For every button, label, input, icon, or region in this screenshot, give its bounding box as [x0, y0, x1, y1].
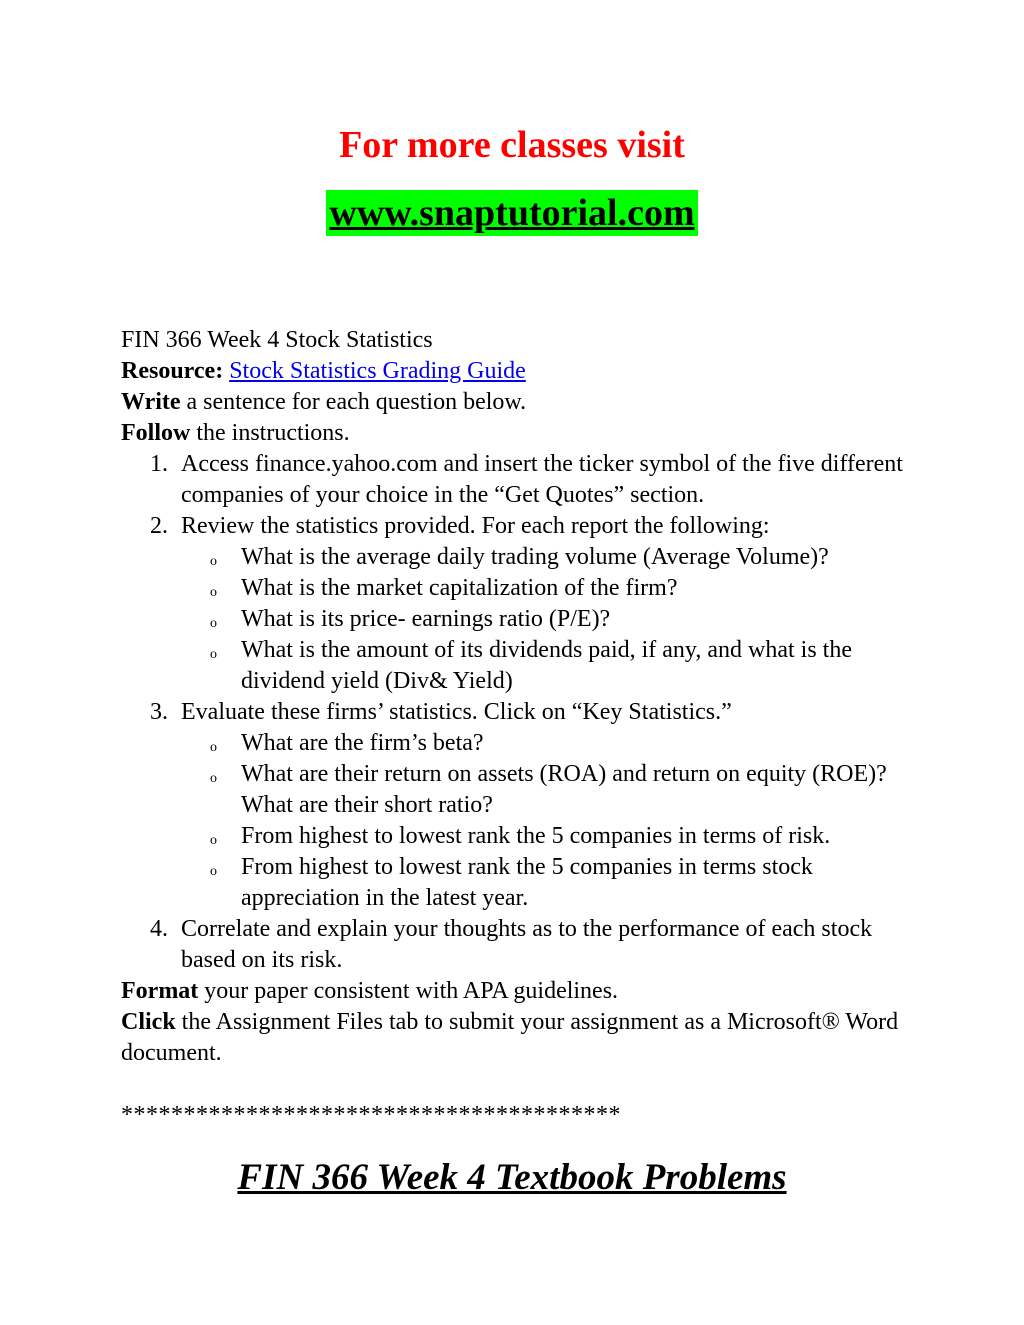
write-instruction [121, 387, 921, 418]
sub-question [121, 573, 921, 604]
item-number: 1. [150, 451, 168, 477]
item-text: Evaluate these firms’ statistics. Click on “Key Statistics.” [181, 699, 732, 725]
instruction-item-2 [121, 511, 921, 697]
sub-question [121, 728, 921, 759]
course-title: FIN 366 Week 4 Stock Statistics [121, 327, 433, 353]
assignment-content [121, 325, 921, 1131]
follow-text: the instructions. [190, 420, 350, 446]
write-text: a sentence for each question below. [180, 389, 527, 415]
sub-question-text: What is its price- earnings ratio (P/E)? [241, 606, 611, 632]
sub-question-list [181, 542, 921, 697]
resource-line [121, 356, 921, 387]
sub-question-text: What are the firm’s beta? [241, 730, 484, 756]
circle-bullet-icon: o [210, 771, 217, 786]
item-text: Correlate and explain your thoughts as to the performance of each stock based on its risk. [181, 916, 873, 973]
write-bold: Write [121, 389, 181, 415]
instruction-item-3 [121, 697, 921, 914]
circle-bullet-icon: o [210, 833, 217, 848]
item-text: Review the statistics provided. For each report the following: [181, 513, 770, 539]
sub-question [121, 852, 921, 914]
sub-question-text: From highest to lowest rank the 5 companies in terms of risk. [241, 823, 831, 849]
click-bold: Click [121, 1009, 176, 1035]
promo-url-link[interactable]: www.snaptutorial.com [326, 190, 697, 236]
sub-question [121, 759, 921, 821]
grading-guide-link[interactable]: Stock Statistics Grading Guide [229, 358, 526, 384]
separator-stars: **************************************** [121, 1102, 621, 1128]
sub-question-text: What is the market capitalization of the firm? [241, 575, 678, 601]
sub-question-text: What is the amount of its dividends paid, if any, and what is the dividend yield (Div& Yield) [241, 637, 852, 694]
item-number: 3. [150, 699, 168, 725]
follow-bold: Follow [121, 420, 191, 446]
item-number: 2. [150, 513, 168, 539]
format-instruction [121, 976, 921, 1007]
sub-question [121, 821, 921, 852]
circle-bullet-icon: o [210, 647, 217, 662]
circle-bullet-icon: o [210, 585, 217, 600]
sub-question-text: What is the average daily trading volume (Average Volume)? [241, 544, 829, 570]
promo-heading: For more classes visit [339, 124, 685, 166]
item-number: 4. [150, 916, 168, 942]
click-text: the Assignment Files tab to submit your assignment as a Microsoft® Word document. [121, 1009, 899, 1066]
circle-bullet-icon: o [210, 554, 217, 569]
follow-instruction [121, 418, 921, 449]
circle-bullet-icon: o [210, 740, 217, 755]
sub-question-list [181, 728, 921, 914]
promo-url-container [0, 190, 1024, 236]
instruction-list [121, 449, 921, 976]
sub-question-text: From highest to lowest rank the 5 companies in terms stock appreciation in the latest year. [241, 854, 813, 911]
instruction-item-4 [121, 914, 921, 976]
circle-bullet-icon: o [210, 864, 217, 879]
instruction-item-1 [121, 449, 921, 511]
sub-question [121, 635, 921, 697]
format-text: your paper consistent with APA guidelines. [198, 978, 619, 1004]
item-text: Access finance.yahoo.com and insert the ticker symbol of the five different companies of your choice in the “Get Quotes” section. [181, 451, 903, 508]
sub-question [121, 542, 921, 573]
sub-question [121, 604, 921, 635]
next-section-title: FIN 366 Week 4 Textbook Problems [237, 1157, 787, 1198]
format-bold: Format [121, 978, 199, 1004]
resource-label: Resource: [121, 358, 224, 384]
circle-bullet-icon: o [210, 616, 217, 631]
click-instruction [121, 1007, 921, 1069]
sub-question-text: What are their return on assets (ROA) and return on equity (ROE)? What are their short ratio? [241, 761, 887, 818]
